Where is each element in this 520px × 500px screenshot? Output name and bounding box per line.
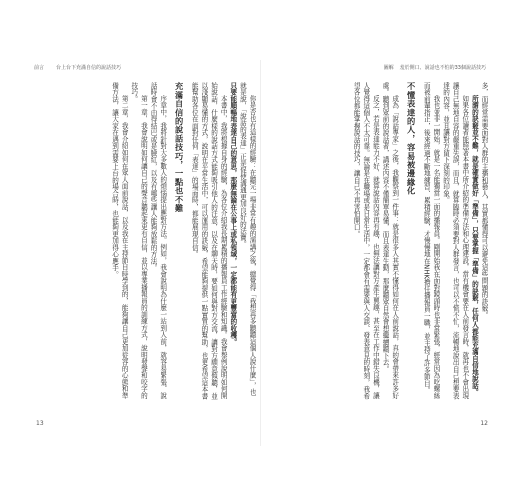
body-paragraph: 多，而經常需要面對人群的主播和藝人，其實都懂得可以避免這些問題的訣竅。 xyxy=(480,82,488,319)
left-page-body xyxy=(34,82,256,402)
body-paragraph-bold xyxy=(227,82,237,402)
body-paragraph: 反之，若是表達能力不好，就算說話內容再有趣，也無法讓對方產生興趣，甚至在工作中錯失良機，讓人覺得這個人不太可靠。無論是在職場或是日常生活中，一定都會有需要與人交談、發表意見的時刻，我希望各位都能掌握說話的技巧，讓自己不再害怕開口。 xyxy=(352,82,380,400)
emphasis-text: 所謂的訣竅並不難，就是確實做好「準備」，只要掌握「準備」的訣竅，任何人都能充滿自信地說話。 xyxy=(470,95,479,396)
body-paragraph-bold xyxy=(469,82,479,402)
right-page xyxy=(262,64,492,444)
body-paragraph: 第二章，我會介紹如何在眾人面前說話，以及我在主持節目時學到的，能夠讓自己更加從容的心態和準備方法，讓大家在遇到需要上台的場合時，也能夠更加得心應手。 xyxy=(110,82,129,399)
section-heading: 不懂表達的人，容易被邊緣化 xyxy=(406,82,417,196)
running-head-section: 前言 xyxy=(34,65,45,71)
body-paragraph: 我也並非一開始，就是一名能獨當一面的播報員。剛開始我在面對鏡頭時也非常緊張，經常因為吃螺絲而被前輩指正，後來經過不斷地練習、累積經驗，才慢慢地在NHK擔任播報員一職，並主持了許多節目。 xyxy=(422,82,440,399)
running-head-extra: 圖解 xyxy=(383,65,394,71)
body-paragraph: 如果各位讀者能照著本書中所介紹的準備方法和心理建設，當有機會要在人前發言時，就再也不會出現讓自己無地自容的嚴重失誤，而且，就算臨時必須要對人群發言，也可以不慌不忙，流暢地說出自己想要表達的內容，並且讓對方留下深刻的印象。 xyxy=(441,82,469,400)
section-heading: 充滿自信的說話技巧，一點也不難 xyxy=(174,82,185,213)
body-paragraph: 序章中，我將針對大多數人的煩惱提出應對方法。例如，我會說明為什麼一站到人前，就容易緊張、說話時會不由得結巴或是臉紅，以及有哪些讓人能夠放鬆的方法。 xyxy=(149,82,167,399)
book-gutter xyxy=(260,60,261,446)
page-number: 13 xyxy=(36,420,44,427)
right-running-head xyxy=(384,64,486,71)
left-page xyxy=(32,64,260,444)
body-paragraph: 成為「說話專家」之後，我觀察到一件事：就是很多人其實不懂得如何在人前說話，真的會帶來許多好處。聽到眾前的說話者，講述內容不僅簡單易懂，而且表達生動，那麼聽眾自然會想繼續聽下去。 xyxy=(381,82,399,399)
body-paragraph: 第一章，我會說明如何讓自己的聲音聽起來更有自信，並以專業播報員的訓練方式，說明發聲和咬字的技巧。 xyxy=(129,82,148,399)
emphasis-text: 只要能順暢地表達自己的意思，那麼無論在公事上或私領域，一定都能有更豐富的收穫。 xyxy=(228,82,237,346)
running-head-title: 羞於開口、說話也不怕的33個說話技巧 xyxy=(399,65,486,71)
left-running-head xyxy=(34,64,121,71)
body-paragraph: 你是否也有這樣的經驗：在聽完一場非常有趣的演講之後，總覺得「我想再多聽聽這個人說什麼」，也就是說，「說話的表達」正是促使溝通更加良好的法寶。 xyxy=(238,82,256,396)
page-number: 12 xyxy=(480,420,488,427)
body-paragraph: 本書中，我將根據自身的經驗，為各位介紹我長期累積的播報員工作經驗和知識。我會舉例說明如何開始說話，什麼樣的說話方式能夠吸引他人的注意，以及在聊天時，要如何與對方交流，讓對方願意傾聽，並以淺顯易懂的方式，說明在平常生活中，可以運用的訣竅，希望能夠提供一點實質的幫助，也更希望這本書能幫助各位在面對任何「表達」的場面時，都能展現自信。 xyxy=(190,82,228,400)
running-head-title: 台上台下充滿自信的說話技巧 xyxy=(56,65,122,71)
right-page-body xyxy=(264,82,488,402)
